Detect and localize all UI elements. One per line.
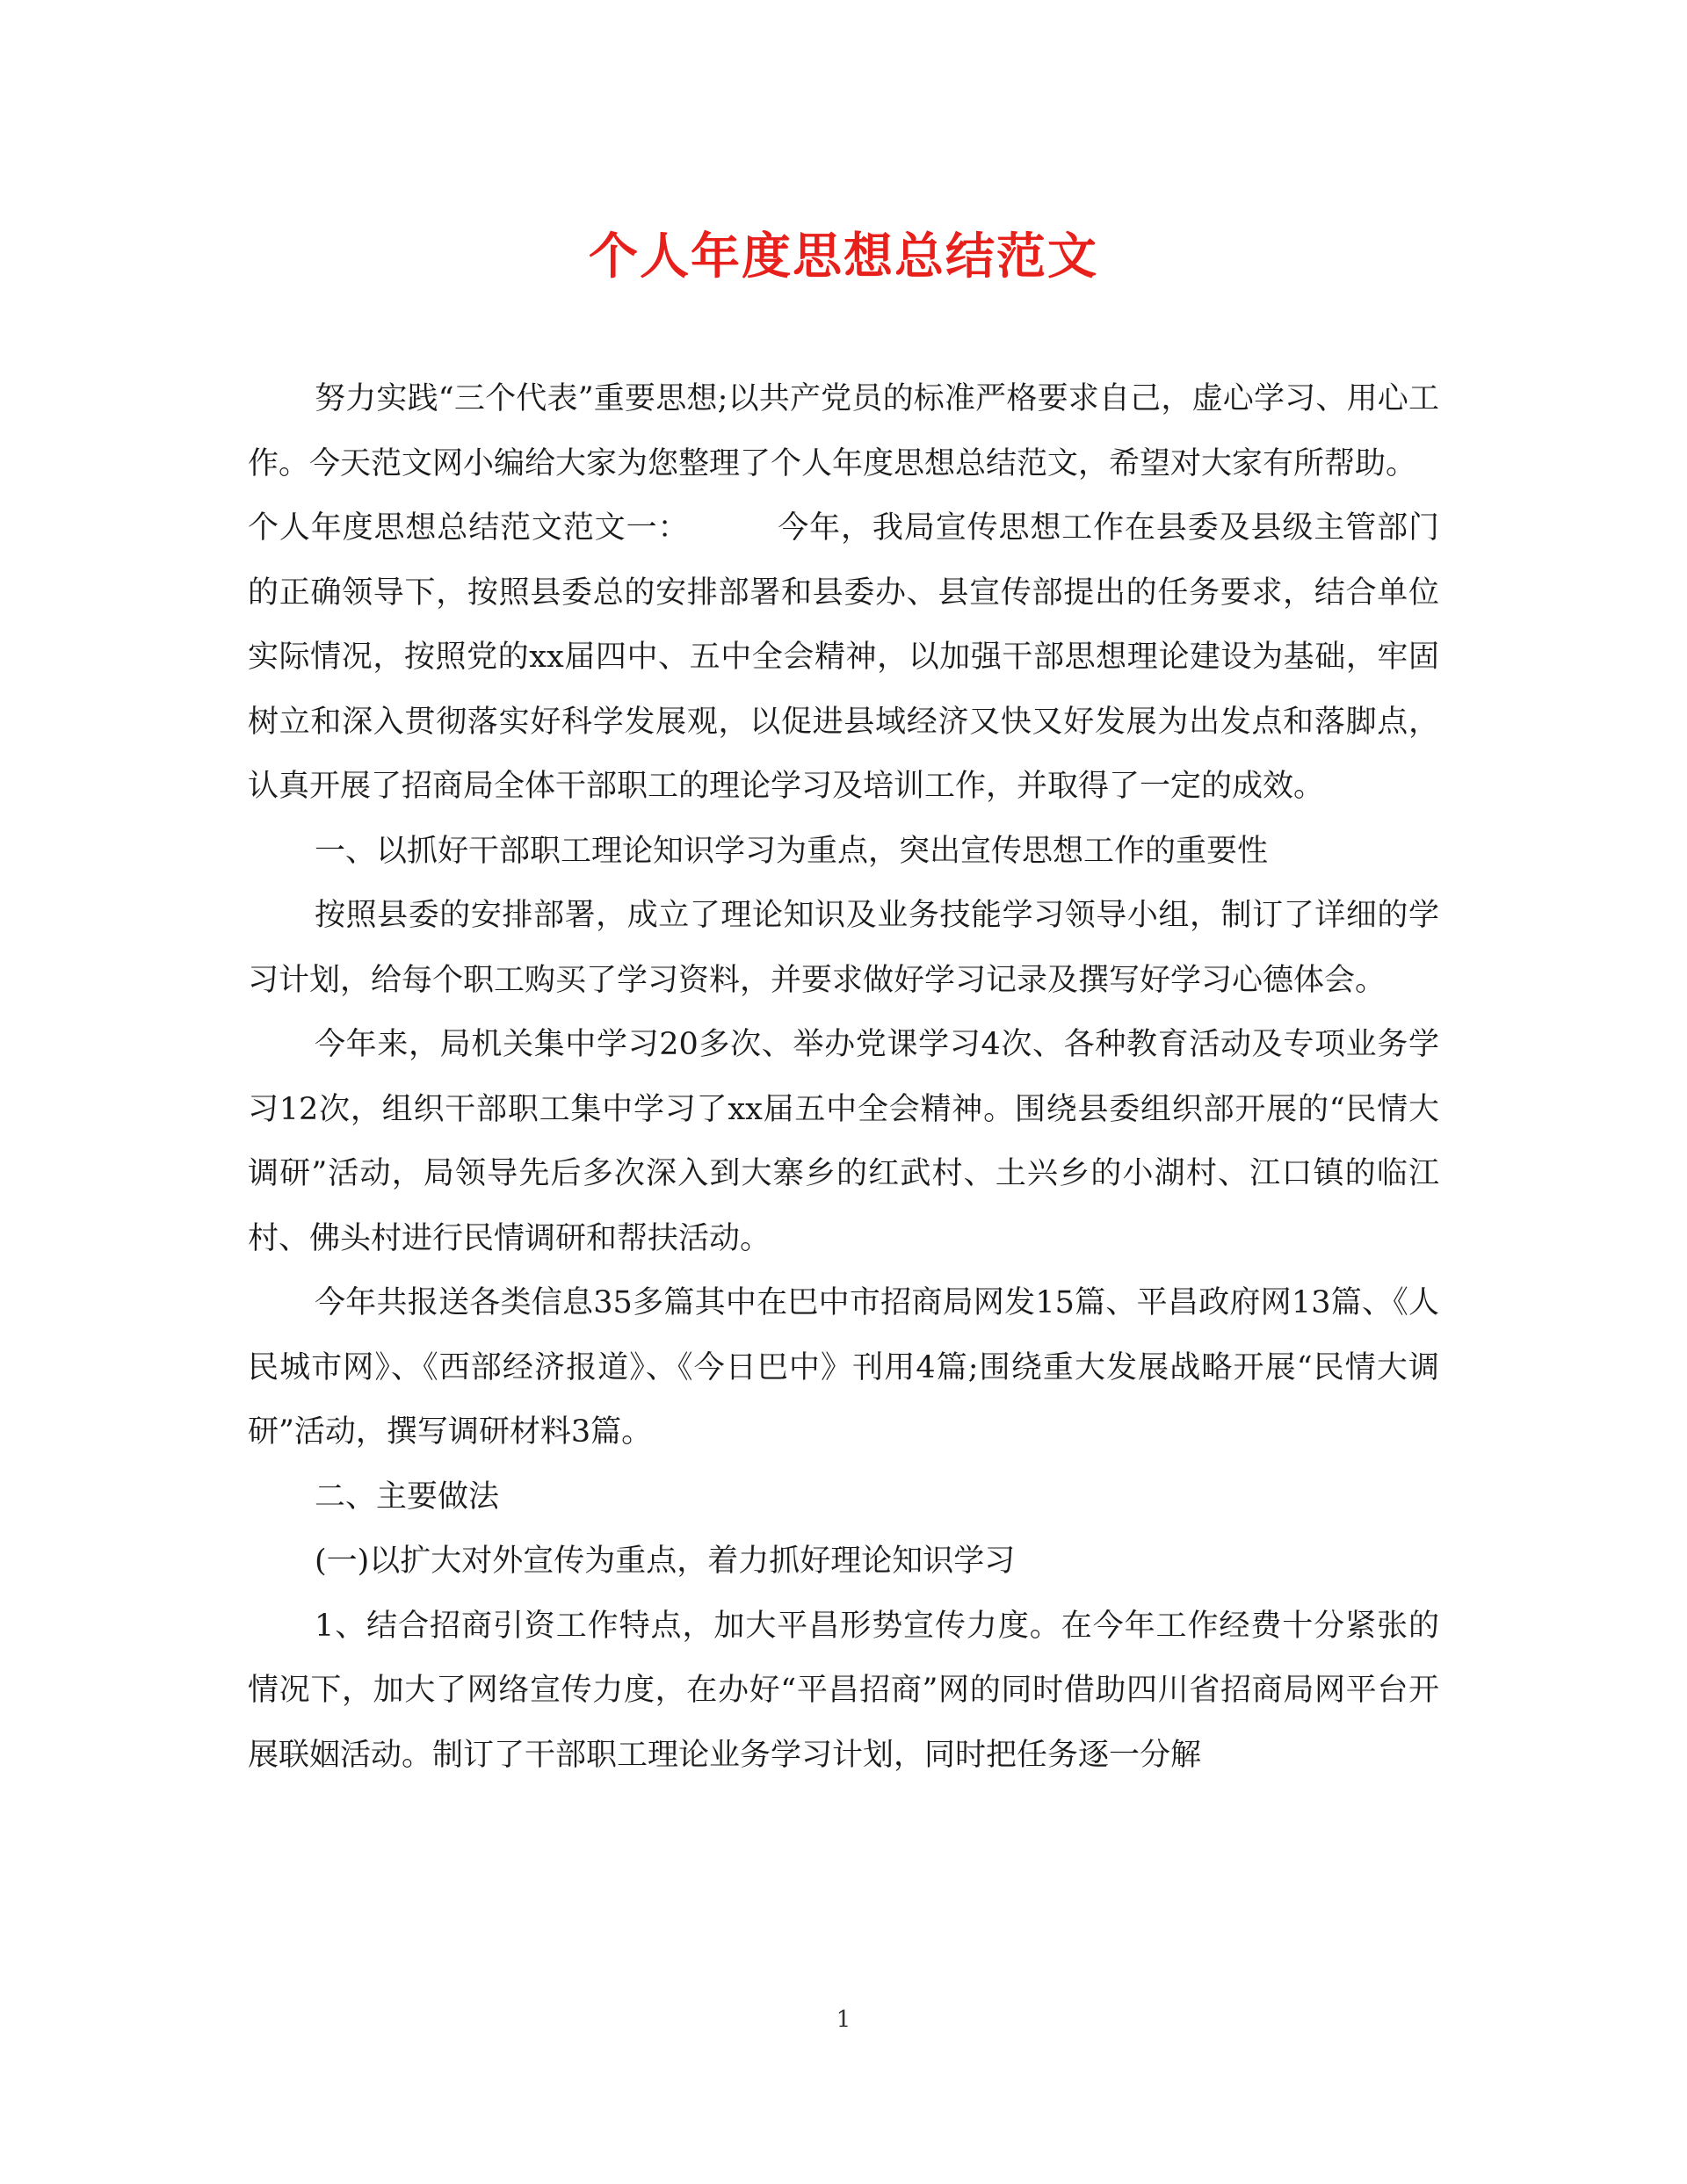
page-number: 1 xyxy=(836,2007,851,2033)
intro-paragraph: 努力实践“三个代表”重要思想;以共产党员的标准严格要求自己，虚心学习、用心工作。今天范文网小编给大家为您整理了个人年度思想总结范文，希望对大家有所帮助。 xyxy=(248,381,1439,481)
section-one-text: 今年，我局宣传思想工作在县委及县级主管部门的正确领导下，按照县委总的安排部署和县委办、县宣传部提出的任务要求，结合单位实际情况，按照党的xx届四中、五中全会精神，以加强干部思想理论建设为基础，牢固树立和深入贯彻落实好科学发展观，以促进县域经济又快又好发展为出发点和落脚点，认真开展了招商局全体干部职工的理论学习及培训工作，并取得了一定的成效。 xyxy=(248,510,1439,804)
document-title: 个人年度思想总结范文 xyxy=(589,228,1098,286)
document-body xyxy=(248,367,1439,1788)
heading-one: 一、以抓好干部职工理论知识学习为重点，突出宣传思想工作的重要性 xyxy=(315,833,1269,869)
paragraph-item-one: 1、结合招商引资工作特点，加大平昌形势宣传力度。在今年工作经费十分紧张的情况下，加大了网络宣传力度，在办好“平昌招商”网的同时借助四川省招商局网平台开展联姻活动。制订了干部职工理论业务学习计划，同时把任务逐一分解 xyxy=(248,1608,1439,1773)
heading-two: 二、主要做法 xyxy=(315,1479,500,1515)
paragraph-info-reports: 今年共报送各类信息35多篇其中在巴中市招商局网发15篇、平昌政府网13篇、《人民城市网》、《西部经济报道》、《今日巴中》刊用4篇;围绕重大发展战略开展“民情大调研”活动，撰写调研材料3篇。 xyxy=(248,1285,1439,1450)
section-label: 个人年度思想总结范文范文一： xyxy=(248,510,690,546)
paragraph-study-plan: 按照县委的安排部署，成立了理论知识及业务技能学习领导小组，制订了详细的学习计划，给每个职工购买了学习资料，并要求做好学习记录及撰写好学习心德体会。 xyxy=(248,898,1439,998)
paragraph-study-stats: 今年来，局机关集中学习20多次、举办党课学习4次、各种教育活动及专项业务学习12次，组织干部职工集中学习了xx届五中全会精神。围绕县委组织部开展的“民情大调研”活动，局领导先后多次深入到大寨乡的红武村、土兴乡的小湖村、江口镇的临江村、佛头村进行民情调研和帮扶活动。 xyxy=(248,1027,1439,1256)
section-one-paragraph xyxy=(248,496,1439,820)
subheading-one: (一)以扩大对外宣传为重点，着力抓好理论知识学习 xyxy=(315,1544,1016,1579)
